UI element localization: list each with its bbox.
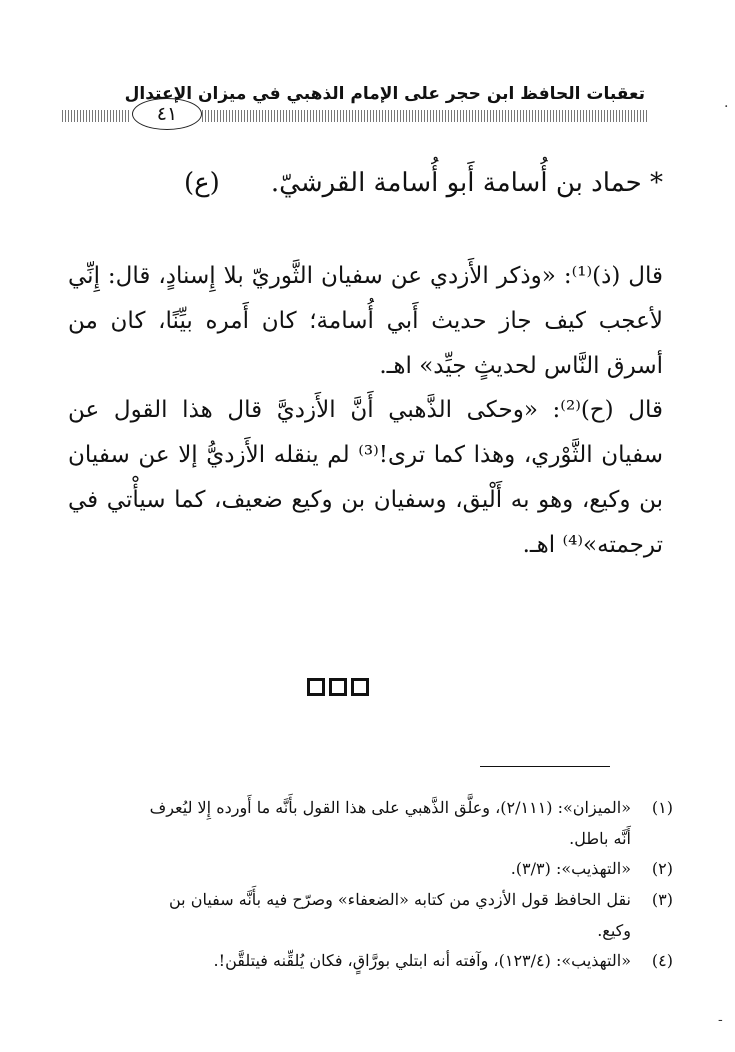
divider-square [329,678,347,696]
running-title: تعقبات الحافظ ابن حجر على الإمام الذهبي في ميزان الإعتدال [124,84,645,104]
footnote-3 [63,884,673,946]
footnote-number: (١) [651,798,673,817]
divider-square [351,678,369,696]
footnote-4 [63,945,673,976]
footnote-number: (٣) [651,890,673,909]
footnote-text: «الميزان»: (٢/١١١)، وعلَّق الذَّهبي على هذا القول بأَنَّه ما أَورده إِلا ليُعرف [149,798,631,817]
scan-mark: - [718,1012,723,1028]
footnote-number: (٤) [651,951,673,970]
footnote-text: «التهذيب»: (١٢٣/٤)، وآفته أنه ابتلي بورَّاقٍ، فكان يُلقِّنه فيتلقَّن!. [213,951,631,970]
footnote-1 [63,792,673,854]
divider-square [307,678,325,696]
footnote-text: أَنَّه باطل. [569,829,631,848]
footnote-number: (٢) [651,859,673,878]
header-rule-right [202,110,648,122]
entry-code: (ع) [184,168,220,198]
scan-mark: . [724,95,729,111]
paragraph-2: قال (ح)⁽²⁾: «وحكى الذَّهبي أَنَّ الأَزديَّ قال هذا القول عن سفيان الثَّوْري، وهذا كما ترى!⁽³⁾ لم ينقله الأَزديُّ إلا عن سفيان بن وكيع، وهو به أَلْيق، وسفيان بن وكيع ضعيف، كما سيأْتي في ترجمته»⁽⁴⁾ اهـ. [68,397,664,558]
footnote-2 [63,853,673,884]
footnote-text: نقل الحافظ قول الأزدي من كتابه «الضعفاء» وصرّح فيه بأَنَّه سفيان بن [168,890,631,909]
footnote-text: «التهذيب»: (٣/٣). [510,859,631,878]
footnote-text: وكيع. [597,921,631,940]
page-number: ٤١ [132,98,202,130]
footnote-rule [480,766,610,767]
paragraph-1: قال (ذ)⁽¹⁾: «وذكر الأَزدي عن سفيان الثَّوريّ بلا إِسنادٍ، قال: إِنِّي لأعجب كيف جاز حديث أَبي أُسامة؛ كان أَمره بيِّنًا، كان من أسرق النَّاس لحديثٍ جيِّد» اهـ. [68,263,663,379]
section-divider [307,678,369,696]
header-rule-left [62,110,130,122]
entry-heading: * حماد بن أُسامة أَبو أُسامة القرشيّ. [270,168,663,198]
